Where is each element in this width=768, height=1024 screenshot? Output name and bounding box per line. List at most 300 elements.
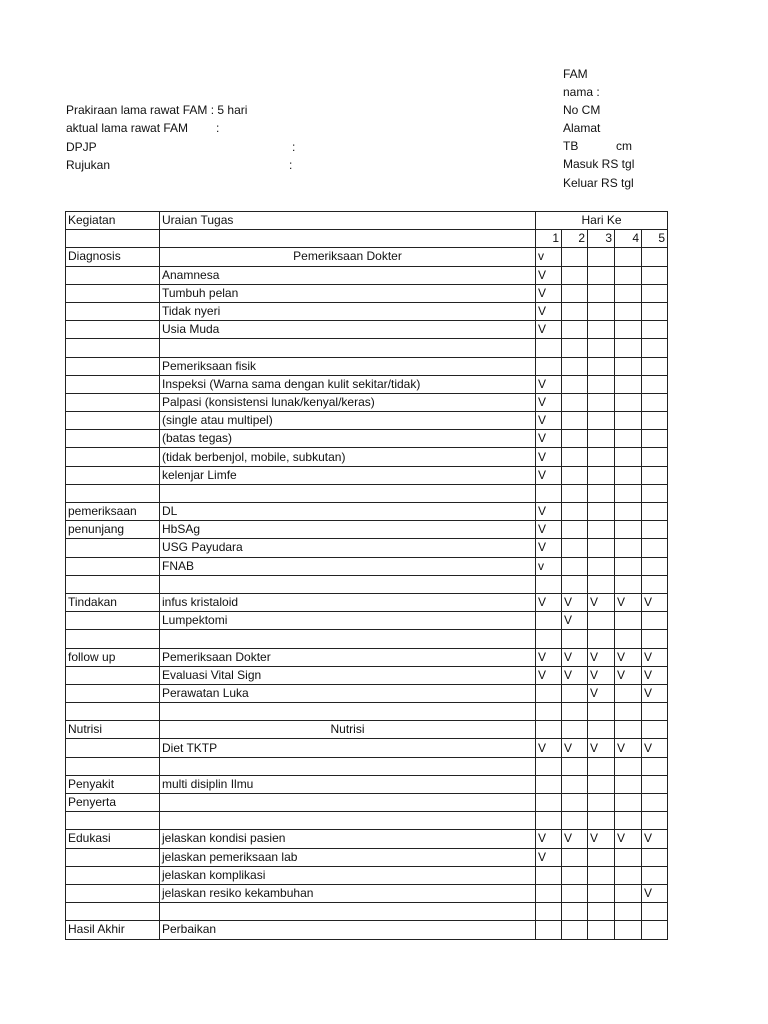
uraian-cell: multi disiplin Ilmu xyxy=(160,775,536,793)
uraian-cell xyxy=(160,630,536,648)
table-row xyxy=(66,521,668,539)
kegiatan-cell xyxy=(66,739,160,757)
day-check-cell: V xyxy=(536,521,562,539)
kegiatan-cell xyxy=(66,903,160,921)
day-check-cell xyxy=(562,266,588,284)
uraian-cell: (batas tegas) xyxy=(160,430,536,448)
day-check-cell xyxy=(536,794,562,812)
day-check-cell xyxy=(536,775,562,793)
day-check-cell xyxy=(615,812,642,830)
day-check-cell xyxy=(536,575,562,593)
kegiatan-cell: Hasil Akhir xyxy=(66,921,160,939)
day-check-cell xyxy=(642,448,668,466)
uraian-cell: Pemeriksaan Dokter xyxy=(160,248,536,266)
day-check-cell: V xyxy=(642,739,668,757)
table-row xyxy=(66,648,668,666)
kegiatan-cell xyxy=(66,539,160,557)
day-check-cell: V xyxy=(536,503,562,521)
day-check-cell: V xyxy=(536,666,562,684)
day-check-cell xyxy=(536,921,562,939)
day-check-cell: V xyxy=(536,593,562,611)
day-check-cell xyxy=(536,884,562,902)
uraian-cell: (single atau multipel) xyxy=(160,412,536,430)
day-check-cell xyxy=(588,448,615,466)
day-check-cell xyxy=(562,302,588,320)
day-check-cell: V xyxy=(615,648,642,666)
day-check-cell xyxy=(588,612,615,630)
actual-stay-label: aktual lama rawat FAM xyxy=(66,121,189,136)
day-check-cell: V xyxy=(588,666,615,684)
day-check-cell xyxy=(642,412,668,430)
table-row xyxy=(66,557,668,575)
rujukan-line xyxy=(66,156,293,174)
day-check-cell: V xyxy=(536,266,562,284)
day-check-cell xyxy=(615,575,642,593)
table-row xyxy=(66,339,668,357)
keluar-rs-label: Keluar RS tgl xyxy=(563,175,634,190)
day-check-cell xyxy=(588,412,615,430)
header-kegiatan: Kegiatan xyxy=(66,212,160,230)
day-check-cell: V xyxy=(562,666,588,684)
day-number: 5 xyxy=(642,230,668,248)
uraian-cell: Tidak nyeri xyxy=(160,302,536,320)
day-check-cell: V xyxy=(536,739,562,757)
kegiatan-cell xyxy=(66,812,160,830)
day-check-cell xyxy=(536,812,562,830)
kegiatan-cell xyxy=(66,557,160,575)
uraian-cell: Tumbuh pelan xyxy=(160,284,536,302)
table-row xyxy=(66,357,668,375)
day-check-cell xyxy=(588,357,615,375)
day-check-cell xyxy=(642,484,668,502)
day-check-cell xyxy=(588,248,615,266)
day-check-cell: V xyxy=(536,393,562,411)
header-left xyxy=(66,101,296,175)
day-check-cell xyxy=(588,794,615,812)
clinical-pathway-table xyxy=(65,211,668,940)
uraian-cell xyxy=(160,812,536,830)
day-check-cell xyxy=(588,539,615,557)
uraian-cell: Perawatan Luka xyxy=(160,684,536,702)
kegiatan-cell xyxy=(66,757,160,775)
table-header-row xyxy=(66,212,668,230)
day-check-cell xyxy=(588,302,615,320)
kegiatan-cell: Penyerta xyxy=(66,794,160,812)
day-check-cell xyxy=(562,430,588,448)
day-check-cell: V xyxy=(562,648,588,666)
day-check-cell xyxy=(536,484,562,502)
tb-unit: cm xyxy=(616,139,632,154)
day-number: 1 xyxy=(536,230,562,248)
table-row xyxy=(66,775,668,793)
uraian-cell: (tidak berbenjol, mobile, subkutan) xyxy=(160,448,536,466)
table-row xyxy=(66,866,668,884)
kegiatan-cell xyxy=(66,848,160,866)
day-check-cell xyxy=(642,521,668,539)
day-check-cell: V xyxy=(536,375,562,393)
day-check-cell xyxy=(615,903,642,921)
uraian-cell: jelaskan komplikasi xyxy=(160,866,536,884)
table-row xyxy=(66,302,668,320)
day-check-cell xyxy=(562,630,588,648)
day-check-cell: V xyxy=(562,830,588,848)
day-check-cell xyxy=(536,357,562,375)
day-check-cell xyxy=(615,302,642,320)
table-row xyxy=(66,921,668,939)
day-check-cell xyxy=(615,412,642,430)
day-check-cell: V xyxy=(588,830,615,848)
day-check-cell xyxy=(562,775,588,793)
day-check-cell: V xyxy=(562,739,588,757)
uraian-cell: Anamnesa xyxy=(160,266,536,284)
day-check-cell: V xyxy=(642,830,668,848)
day-check-cell xyxy=(615,375,642,393)
day-check-cell xyxy=(536,684,562,702)
alamat-label: Alamat xyxy=(563,121,601,136)
estimated-stay-line: Prakiraan lama rawat FAM : 5 hari xyxy=(66,103,248,117)
day-check-cell xyxy=(642,848,668,866)
day-check-cell xyxy=(615,703,642,721)
kegiatan-cell xyxy=(66,284,160,302)
kegiatan-cell xyxy=(66,266,160,284)
day-check-cell xyxy=(562,412,588,430)
uraian-cell xyxy=(160,757,536,775)
kegiatan-cell xyxy=(66,430,160,448)
table-body xyxy=(66,248,668,939)
day-check-cell xyxy=(615,339,642,357)
day-check-cell xyxy=(536,339,562,357)
day-check-cell xyxy=(562,357,588,375)
day-check-cell xyxy=(562,484,588,502)
day-check-cell xyxy=(642,630,668,648)
day-check-cell xyxy=(562,884,588,902)
day-check-cell xyxy=(562,921,588,939)
uraian-cell xyxy=(160,794,536,812)
day-check-cell xyxy=(588,557,615,575)
day-check-cell: V xyxy=(615,739,642,757)
day-check-cell xyxy=(615,630,642,648)
day-check-cell: V xyxy=(536,321,562,339)
day-check-cell xyxy=(562,557,588,575)
uraian-cell: Palpasi (konsistensi lunak/kenyal/keras) xyxy=(160,393,536,411)
kegiatan-cell: Edukasi xyxy=(66,830,160,848)
day-check-cell xyxy=(615,248,642,266)
uraian-cell: USG Payudara xyxy=(160,539,536,557)
day-check-cell xyxy=(562,448,588,466)
day-check-cell xyxy=(588,284,615,302)
day-check-cell xyxy=(562,339,588,357)
uraian-cell: Diet TKTP xyxy=(160,739,536,757)
day-check-cell xyxy=(615,775,642,793)
day-check-cell xyxy=(615,321,642,339)
day-check-cell xyxy=(562,393,588,411)
day-check-cell xyxy=(615,794,642,812)
day-check-cell: v xyxy=(536,557,562,575)
day-check-cell: V xyxy=(536,448,562,466)
uraian-cell: Pemeriksaan Dokter xyxy=(160,648,536,666)
day-check-cell xyxy=(588,848,615,866)
kegiatan-cell xyxy=(66,321,160,339)
day-check-cell xyxy=(642,921,668,939)
uraian-cell: Evaluasi Vital Sign xyxy=(160,666,536,684)
kegiatan-cell xyxy=(66,884,160,902)
tb-line xyxy=(563,137,634,155)
day-check-cell xyxy=(642,503,668,521)
rujukan-label: Rujukan xyxy=(66,158,111,173)
uraian-cell: jelaskan pemeriksaan lab xyxy=(160,848,536,866)
day-check-cell xyxy=(615,448,642,466)
rujukan-colon: : xyxy=(289,158,293,173)
uraian-cell: Nutrisi xyxy=(160,721,536,739)
day-check-cell xyxy=(536,612,562,630)
day-check-cell xyxy=(642,339,668,357)
table-row xyxy=(66,884,668,902)
header-hari-ke: Hari Ke xyxy=(536,212,668,230)
day-check-cell: V xyxy=(562,593,588,611)
uraian-cell xyxy=(160,339,536,357)
masuk-rs-label: Masuk RS tgl xyxy=(563,157,635,172)
day-check-cell xyxy=(588,775,615,793)
day-check-cell: V xyxy=(642,666,668,684)
kegiatan-cell xyxy=(66,339,160,357)
table-row xyxy=(66,375,668,393)
day-check-cell xyxy=(536,630,562,648)
kegiatan-cell: Diagnosis xyxy=(66,248,160,266)
uraian-cell: DL xyxy=(160,503,536,521)
uraian-cell: Lumpektomi xyxy=(160,612,536,630)
kegiatan-cell xyxy=(66,375,160,393)
day-check-cell xyxy=(615,884,642,902)
no-cm-label: No CM xyxy=(563,103,601,118)
day-number: 2 xyxy=(562,230,588,248)
day-check-cell xyxy=(615,266,642,284)
uraian-cell: HbSAg xyxy=(160,521,536,539)
blank-cell xyxy=(160,230,536,248)
table-row xyxy=(66,684,668,702)
table-row xyxy=(66,503,668,521)
kegiatan-cell xyxy=(66,866,160,884)
table-row xyxy=(66,321,668,339)
day-check-cell xyxy=(615,921,642,939)
day-check-cell xyxy=(588,339,615,357)
uraian-cell: infus kristaloid xyxy=(160,593,536,611)
kegiatan-cell: Tindakan xyxy=(66,593,160,611)
day-check-cell xyxy=(588,321,615,339)
table-row xyxy=(66,248,668,266)
day-check-cell xyxy=(588,266,615,284)
day-check-cell xyxy=(562,575,588,593)
table-row xyxy=(66,448,668,466)
day-check-cell xyxy=(588,703,615,721)
day-check-cell: V xyxy=(536,430,562,448)
dpjp-line xyxy=(66,138,296,156)
day-check-cell: V xyxy=(536,830,562,848)
day-check-cell xyxy=(562,757,588,775)
table-row xyxy=(66,830,668,848)
day-check-cell xyxy=(536,757,562,775)
day-check-cell xyxy=(642,757,668,775)
fam-label: FAM xyxy=(563,67,588,81)
day-check-cell xyxy=(562,703,588,721)
day-check-cell xyxy=(642,703,668,721)
kegiatan-cell: follow up xyxy=(66,648,160,666)
table-row xyxy=(66,484,668,502)
table-row xyxy=(66,848,668,866)
day-check-cell: V xyxy=(588,593,615,611)
kegiatan-cell: pemeriksaan xyxy=(66,503,160,521)
table-row xyxy=(66,703,668,721)
kegiatan-cell xyxy=(66,666,160,684)
table-row xyxy=(66,794,668,812)
day-check-cell: V xyxy=(642,648,668,666)
kegiatan-cell xyxy=(66,302,160,320)
day-check-cell xyxy=(642,266,668,284)
table-row xyxy=(66,266,668,284)
day-check-cell xyxy=(642,539,668,557)
day-check-cell: v xyxy=(536,248,562,266)
day-check-cell xyxy=(588,721,615,739)
kegiatan-cell xyxy=(66,684,160,702)
uraian-cell: kelenjar Limfe xyxy=(160,466,536,484)
uraian-cell: Usia Muda xyxy=(160,321,536,339)
day-check-cell xyxy=(588,630,615,648)
kegiatan-cell xyxy=(66,357,160,375)
table-row xyxy=(66,903,668,921)
day-check-cell xyxy=(615,466,642,484)
day-number: 3 xyxy=(588,230,615,248)
day-check-cell xyxy=(588,430,615,448)
table-row xyxy=(66,393,668,411)
kegiatan-cell xyxy=(66,575,160,593)
day-check-cell xyxy=(615,521,642,539)
day-check-cell xyxy=(562,848,588,866)
day-check-cell xyxy=(588,393,615,411)
day-check-cell xyxy=(562,466,588,484)
day-check-cell xyxy=(588,884,615,902)
day-number-row xyxy=(66,230,668,248)
day-check-cell: V xyxy=(588,684,615,702)
day-check-cell: V xyxy=(642,684,668,702)
day-check-cell xyxy=(642,284,668,302)
day-check-cell xyxy=(642,775,668,793)
day-check-cell xyxy=(615,539,642,557)
day-check-cell xyxy=(615,484,642,502)
day-check-cell xyxy=(536,903,562,921)
day-check-cell xyxy=(642,866,668,884)
day-check-cell xyxy=(615,866,642,884)
day-check-cell xyxy=(642,794,668,812)
day-check-cell xyxy=(588,466,615,484)
day-check-cell xyxy=(642,321,668,339)
day-check-cell xyxy=(588,575,615,593)
day-check-cell xyxy=(615,284,642,302)
day-check-cell xyxy=(562,375,588,393)
table-row xyxy=(66,666,668,684)
table-row xyxy=(66,284,668,302)
table-row xyxy=(66,757,668,775)
kegiatan-cell xyxy=(66,484,160,502)
table-row xyxy=(66,739,668,757)
uraian-cell xyxy=(160,484,536,502)
day-check-cell xyxy=(562,284,588,302)
actual-stay-line xyxy=(66,119,247,137)
day-check-cell: V xyxy=(536,539,562,557)
day-check-cell xyxy=(536,866,562,884)
day-check-cell xyxy=(562,866,588,884)
uraian-cell: jelaskan resiko kekambuhan xyxy=(160,884,536,902)
day-check-cell xyxy=(642,557,668,575)
day-check-cell xyxy=(642,375,668,393)
table-row xyxy=(66,612,668,630)
day-check-cell xyxy=(642,575,668,593)
day-check-cell xyxy=(615,848,642,866)
day-check-cell xyxy=(562,812,588,830)
table-row xyxy=(66,721,668,739)
table-row xyxy=(66,812,668,830)
day-check-cell xyxy=(642,357,668,375)
day-check-cell: V xyxy=(536,848,562,866)
nama-label: nama : xyxy=(563,85,600,100)
uraian-cell: Pemeriksaan fisik xyxy=(160,357,536,375)
day-check-cell: V xyxy=(615,830,642,848)
day-check-cell: V xyxy=(642,593,668,611)
kegiatan-cell: Penyakit xyxy=(66,775,160,793)
day-check-cell xyxy=(588,503,615,521)
table-row xyxy=(66,575,668,593)
day-check-cell xyxy=(642,612,668,630)
uraian-cell: Inspeksi (Warna sama dengan kulit sekitar/tidak) xyxy=(160,375,536,393)
day-check-cell xyxy=(588,866,615,884)
kegiatan-cell xyxy=(66,612,160,630)
kegiatan-cell xyxy=(66,412,160,430)
day-check-cell: V xyxy=(615,593,642,611)
uraian-cell: jelaskan kondisi pasien xyxy=(160,830,536,848)
day-check-cell: V xyxy=(562,612,588,630)
day-check-cell xyxy=(562,903,588,921)
day-check-cell xyxy=(642,248,668,266)
uraian-cell xyxy=(160,575,536,593)
day-check-cell xyxy=(615,393,642,411)
day-check-cell: V xyxy=(536,648,562,666)
day-check-cell xyxy=(588,903,615,921)
day-check-cell: V xyxy=(536,466,562,484)
day-number: 4 xyxy=(615,230,642,248)
day-check-cell xyxy=(642,812,668,830)
day-check-cell: V xyxy=(536,412,562,430)
day-check-cell xyxy=(562,503,588,521)
day-check-cell: V xyxy=(536,284,562,302)
kegiatan-cell: penunjang xyxy=(66,521,160,539)
header-right xyxy=(563,65,634,192)
tb-label: TB xyxy=(563,139,579,154)
day-check-cell xyxy=(642,430,668,448)
blank-cell xyxy=(66,230,160,248)
day-check-cell xyxy=(562,721,588,739)
uraian-cell: FNAB xyxy=(160,557,536,575)
day-check-cell xyxy=(588,484,615,502)
kegiatan-cell xyxy=(66,393,160,411)
kegiatan-cell xyxy=(66,630,160,648)
table-row xyxy=(66,430,668,448)
day-check-cell xyxy=(588,375,615,393)
kegiatan-cell xyxy=(66,466,160,484)
day-check-cell xyxy=(562,794,588,812)
day-check-cell xyxy=(562,684,588,702)
table-row xyxy=(66,630,668,648)
day-check-cell xyxy=(588,921,615,939)
day-check-cell xyxy=(562,321,588,339)
table-row xyxy=(66,593,668,611)
